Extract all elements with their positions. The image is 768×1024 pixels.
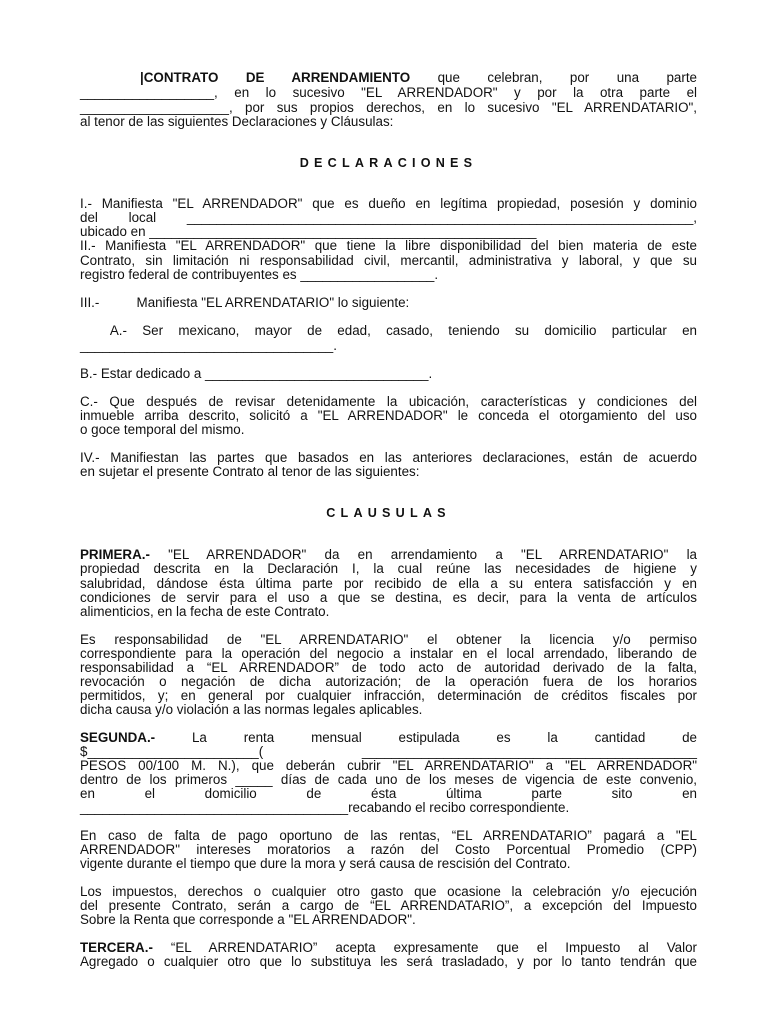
doc-line: PRIMERA.- "EL ARRENDADOR" da en arrendamiento a "EL ARRENDATARIO" la xyxy=(80,547,697,562)
doc-line: |CONTRATO DE ARRENDAMIENTO que celebran, por una parte xyxy=(140,70,697,85)
doc-line: ARRENDADOR" intereses moratorios a razón del Costo Porcentual Promedio (CPP) xyxy=(80,842,697,857)
doc-line: revocación o negación de dicha autorización; de la operación fuera de los horarios xyxy=(80,674,697,689)
doc-line: del presente Contrato, serán a cargo de “EL ARRENDATARIO”, a excepción del Impuesto xyxy=(80,898,697,913)
doc-line: A.- Ser mexicano, mayor de edad, casado, teniendo su domicilio particular en xyxy=(80,323,697,338)
doc-line: registro federal de contribuyentes es __________________. xyxy=(80,267,439,282)
doc-line: III.- Manifiesta "EL ARRENDATARIO" lo siguiente: xyxy=(80,295,410,310)
doc-line: condiciones de servir para el uso a que se destina, es decir, para la venta de artículos xyxy=(80,590,697,605)
doc-line: al tenor de las siguientes Declaraciones y Cláusulas: xyxy=(80,114,394,129)
doc-line: Es responsabilidad de "EL ARRENDATARIO" el obtener la licencia y/o permiso xyxy=(80,632,697,647)
doc-line: IV.- Manifiestan las partes que basados en las anteriores declaraciones, están de acuerdo xyxy=(80,450,697,465)
doc-line: ____________________________________recabando el recibo correspondiente. xyxy=(80,800,570,815)
doc-line: ubicado en ____________________________________________________ xyxy=(80,224,537,239)
doc-line: del local ____________________________________________________________________, xyxy=(80,210,697,225)
section-heading: DECLARACIONES xyxy=(299,156,478,170)
doc-line: alimenticios, en la fecha de este Contrato. xyxy=(80,604,330,619)
doc-line: Contrato, sin limitación ni responsabilidad civil, mercantil, administrativa y laboral, y que su xyxy=(80,253,697,268)
doc-line: __________________________________. xyxy=(80,338,337,353)
section-heading: CLAUSULAS xyxy=(326,506,451,520)
doc-line: II.- Manifiesta "EL ARRENDADOR" que tiene la libre disponibilidad del bien materia de este xyxy=(80,238,697,253)
doc-line: TERCERA.- “EL ARRENDATARIO” acepta expresamente que el Impuesto al Valor xyxy=(80,940,697,955)
doc-line: dicha causa y/o violación a las normas legales aplicables. xyxy=(80,702,423,717)
doc-line: $_______________________( _____________________________________________ xyxy=(80,744,697,759)
doc-line: B.- Estar dedicado a ______________________________. xyxy=(80,366,433,381)
doc-line: responsabilidad a “EL ARRENDADOR” de todo acto de autoridad derivado de la falta, xyxy=(80,660,697,675)
doc-line: __________________, en lo sucesivo "EL ARRENDADOR" y por la otra parte el xyxy=(80,85,697,100)
doc-line: SEGUNDA.- La renta mensual estipulada es la cantidad de xyxy=(80,730,697,745)
doc-line: en el domicilio de ésta última parte sito en xyxy=(80,786,697,801)
doc-line: Los impuestos, derechos o cualquier otro gasto que ocasione la celebración y/o ejecución xyxy=(80,884,697,899)
doc-line: I.- Manifiesta "EL ARRENDADOR" que es dueño en legítima propiedad, posesión y dominio xyxy=(80,196,697,211)
doc-line: Sobre la Renta que corresponde a "EL ARRENDADOR". xyxy=(80,912,416,927)
doc-line: vigente durante el tiempo que dure la mora y será causa de rescisión del Contrato. xyxy=(80,856,571,871)
doc-line: permitidos, y; en general por cualquier infracción, determinación de créditos fiscales por xyxy=(80,688,697,703)
doc-line: ____________________, por sus propios derechos, en lo sucesivo "EL ARRENDATARIO", xyxy=(80,100,697,115)
doc-line: PESOS 00/100 M. N.), que deberán cubrir "EL ARRENDATARIO" a "EL ARRENDADOR" xyxy=(80,758,697,773)
doc-line: C.- Que después de revisar detenidamente la ubicación, características y condiciones del xyxy=(80,394,697,409)
doc-line: Agregado o cualquier otro que lo substituya les será trasladado, y por lo tanto tendrán que xyxy=(80,954,697,969)
doc-line: o goce temporal del mismo. xyxy=(80,422,245,437)
doc-line: salubridad, dándose ésta última parte por recibido de ella a su entera satisfacción y en xyxy=(80,576,697,591)
doc-line: en sujetar el presente Contrato al tenor de las siguientes: xyxy=(80,464,420,479)
doc-line: En caso de falta de pago oportuno de las rentas, “EL ARRENDATARIO” pagará a "EL xyxy=(80,828,697,843)
doc-line: propiedad descrita en la Declaración I, la cual reúne las necesidades de higiene y xyxy=(80,561,697,576)
doc-line: inmueble arriba descrito, solicitó a "EL ARRENDADOR" le conceda el otorgamiento del uso xyxy=(80,408,697,423)
doc-line: dentro de los primeros _____ días de cada uno de los meses de vigencia de este convenio, xyxy=(80,772,697,787)
doc-line: correspondiente para la operación del negocio a instalar en el local arrendado, liberando de xyxy=(80,646,697,661)
